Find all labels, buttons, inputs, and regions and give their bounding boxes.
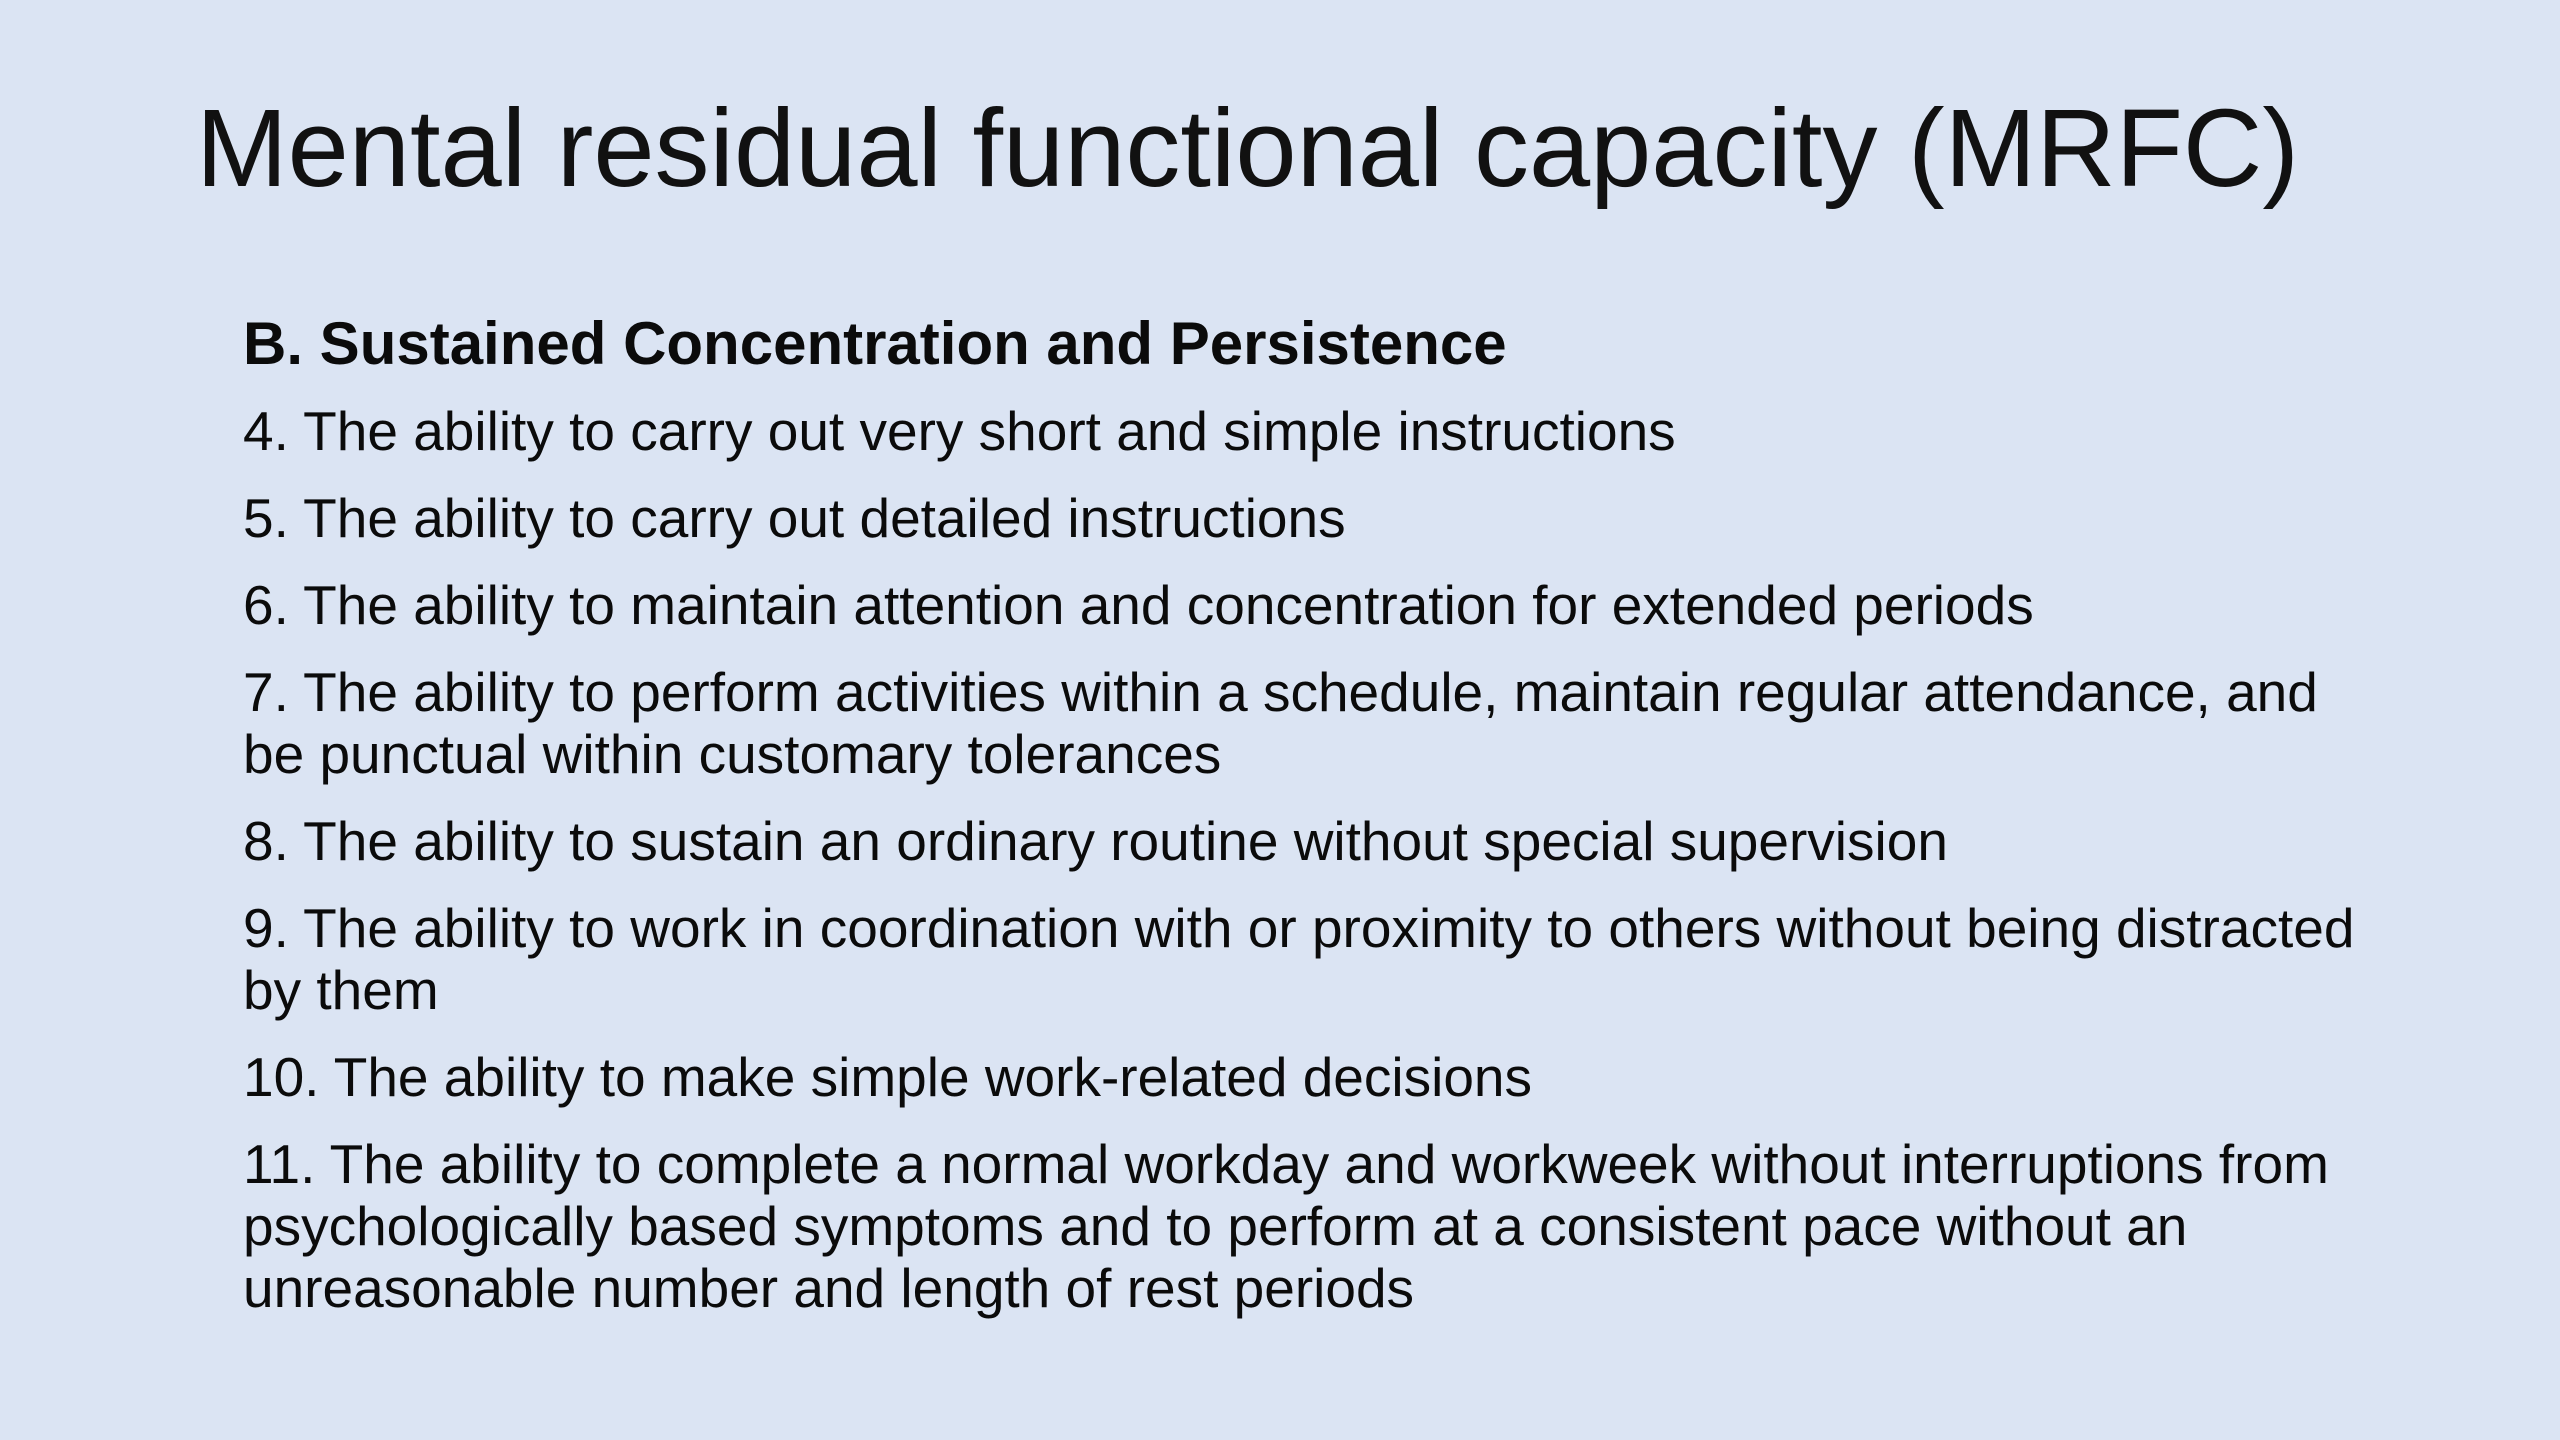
list-item: 7. The ability to perform activities within a schedule, maintain regular attendance, and be punctual within customary tolerances (243, 661, 2318, 785)
list-item: 6. The ability to maintain attention and concentration for extended periods (243, 574, 2034, 636)
list-item: 4. The ability to carry out very short and simple instructions (243, 400, 1676, 462)
list-item: 8. The ability to sustain an ordinary routine without special supervision (243, 810, 1948, 872)
list-item: 9. The ability to work in coordination with or proximity to others without being distracted by them (243, 897, 2355, 1021)
criteria-list (243, 400, 2383, 1319)
list-item: 11. The ability to complete a normal workday and workweek without interruptions from psychologically based symptoms and to perform at a consistent pace without an unreasonable number and length of rest periods (243, 1133, 2329, 1319)
slide-content (243, 306, 2383, 1344)
slide-title: Mental residual functional capacity (MRFC) (196, 87, 2299, 210)
list-item: 10. The ability to make simple work-related decisions (243, 1046, 1533, 1108)
list-item: 5. The ability to carry out detailed instructions (243, 487, 1346, 549)
section-heading: B. Sustained Concentration and Persistence (243, 310, 1507, 377)
